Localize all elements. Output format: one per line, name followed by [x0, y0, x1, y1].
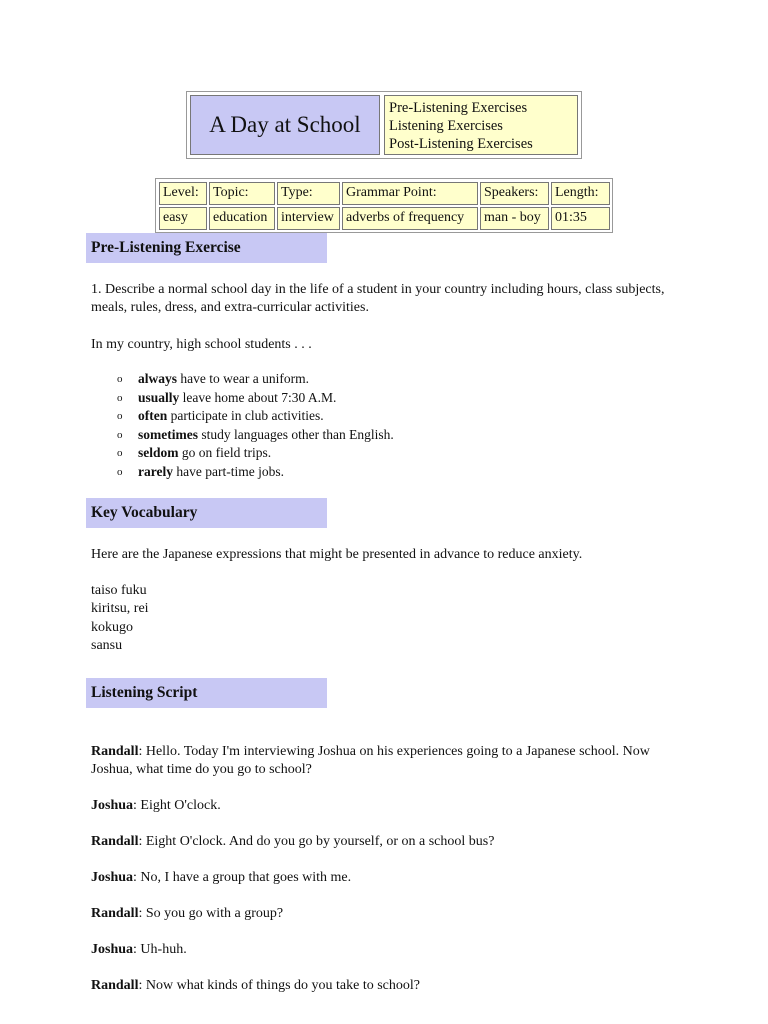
speaker-name: Randall: [91, 744, 139, 759]
section-heading-script: Listening Script: [86, 678, 327, 708]
title-table: [186, 91, 582, 159]
adverb: always: [138, 371, 178, 386]
bullet-text: participate in club activities.: [167, 408, 324, 423]
vocabulary-list: [91, 582, 149, 655]
exercise-links: [384, 95, 578, 155]
speaker-name: Joshua: [91, 798, 134, 813]
bullet-text: have to wear a uniform.: [177, 371, 309, 386]
header-grammar-point: Grammar Point:: [342, 182, 478, 205]
script-line: [91, 905, 283, 923]
vocabulary-intro: Here are the Japanese expressions that might be presented in advance to reduce anxiety.: [91, 547, 583, 562]
link-pre-listening[interactable]: Pre-Listening Exercises: [389, 100, 528, 116]
link-listening[interactable]: Listening Exercises: [389, 118, 503, 134]
header-level: Level:: [159, 182, 207, 205]
list-item: [117, 444, 394, 463]
vocab-term: sansu: [91, 637, 123, 653]
bullet-marker: o: [117, 391, 123, 404]
script-line: [91, 941, 187, 959]
value-type: interview: [277, 207, 340, 230]
pre-listening-lead: In my country, high school students . . .: [91, 337, 312, 352]
speech-text: : Uh-huh.: [133, 942, 187, 957]
bullet-marker: o: [117, 428, 123, 441]
list-item: [117, 463, 394, 482]
header-topic: Topic:: [209, 182, 275, 205]
speaker-name: Joshua: [91, 942, 134, 957]
vocab-term: kiritsu, rei: [91, 601, 149, 617]
bullet-marker: o: [117, 410, 123, 422]
header-length: Length:: [551, 182, 610, 205]
speaker-name: Randall: [91, 834, 139, 849]
section-heading-vocabulary: Key Vocabulary: [86, 498, 327, 528]
info-table: [155, 178, 613, 233]
list-item: [117, 389, 394, 408]
bullet-text: have part-time jobs.: [172, 463, 284, 479]
bullet-text: leave home about 7:30 A.M.: [179, 389, 337, 405]
value-grammar-point: adverbs of frequency: [342, 207, 478, 230]
speaker-name: Randall: [91, 978, 139, 993]
speech-text: : Eight O'clock. And do you go by yourself, or on a school bus?: [138, 834, 495, 849]
speech-text: : So you go with a group?: [138, 906, 284, 921]
speech-text: : No, I have a group that goes with me.: [133, 870, 352, 885]
adverb-list: [117, 370, 394, 481]
section-heading-pre-listening: Pre-Listening Exercise: [86, 233, 327, 263]
value-topic: education: [209, 207, 275, 230]
bullet-marker: o: [117, 465, 123, 478]
list-item: [117, 370, 394, 389]
adverb: often: [138, 408, 168, 423]
value-speakers: man - boy: [480, 207, 549, 230]
list-item: [117, 407, 394, 426]
value-level: easy: [159, 207, 207, 230]
adverb: usually: [138, 389, 180, 405]
value-length: 01:35: [551, 207, 610, 230]
header-speakers: Speakers:: [480, 182, 549, 205]
bullet-text: go on field trips.: [178, 445, 272, 460]
bullet-marker: o: [117, 447, 123, 459]
script-line: [91, 797, 221, 815]
script-line: [91, 977, 420, 995]
adverb: sometimes: [138, 426, 198, 442]
link-post-listening[interactable]: Post-Listening Exercises: [389, 136, 533, 152]
speech-text: : Now what kinds of things do you take to school?: [138, 978, 420, 993]
script-line: [91, 869, 351, 887]
script-line: [91, 833, 494, 851]
pre-listening-question: 1. Describe a normal school day in the life of a student in your country including hours, class subjects, meals, rules, dress, and extra-curricular activities.: [91, 282, 665, 315]
vocab-term: kokugo: [91, 619, 133, 635]
header-type: Type:: [277, 182, 340, 205]
adverb: seldom: [138, 445, 179, 460]
bullet-text: study languages other than English.: [197, 426, 394, 442]
adverb: rarely: [138, 463, 173, 479]
bullet-marker: o: [117, 373, 123, 385]
speaker-name: Randall: [91, 906, 139, 921]
speech-text: : Eight O'clock.: [133, 798, 221, 813]
speech-text: : Hello. Today I'm interviewing Joshua on his experiences going to a Japanese school. Now Joshua, what time do you go to school?: [91, 744, 650, 777]
speaker-name: Joshua: [91, 870, 134, 885]
page-title: A Day at School: [190, 95, 380, 155]
vocab-term: taiso fuku: [91, 583, 147, 598]
script-line: [91, 743, 651, 779]
list-item: [117, 426, 394, 445]
